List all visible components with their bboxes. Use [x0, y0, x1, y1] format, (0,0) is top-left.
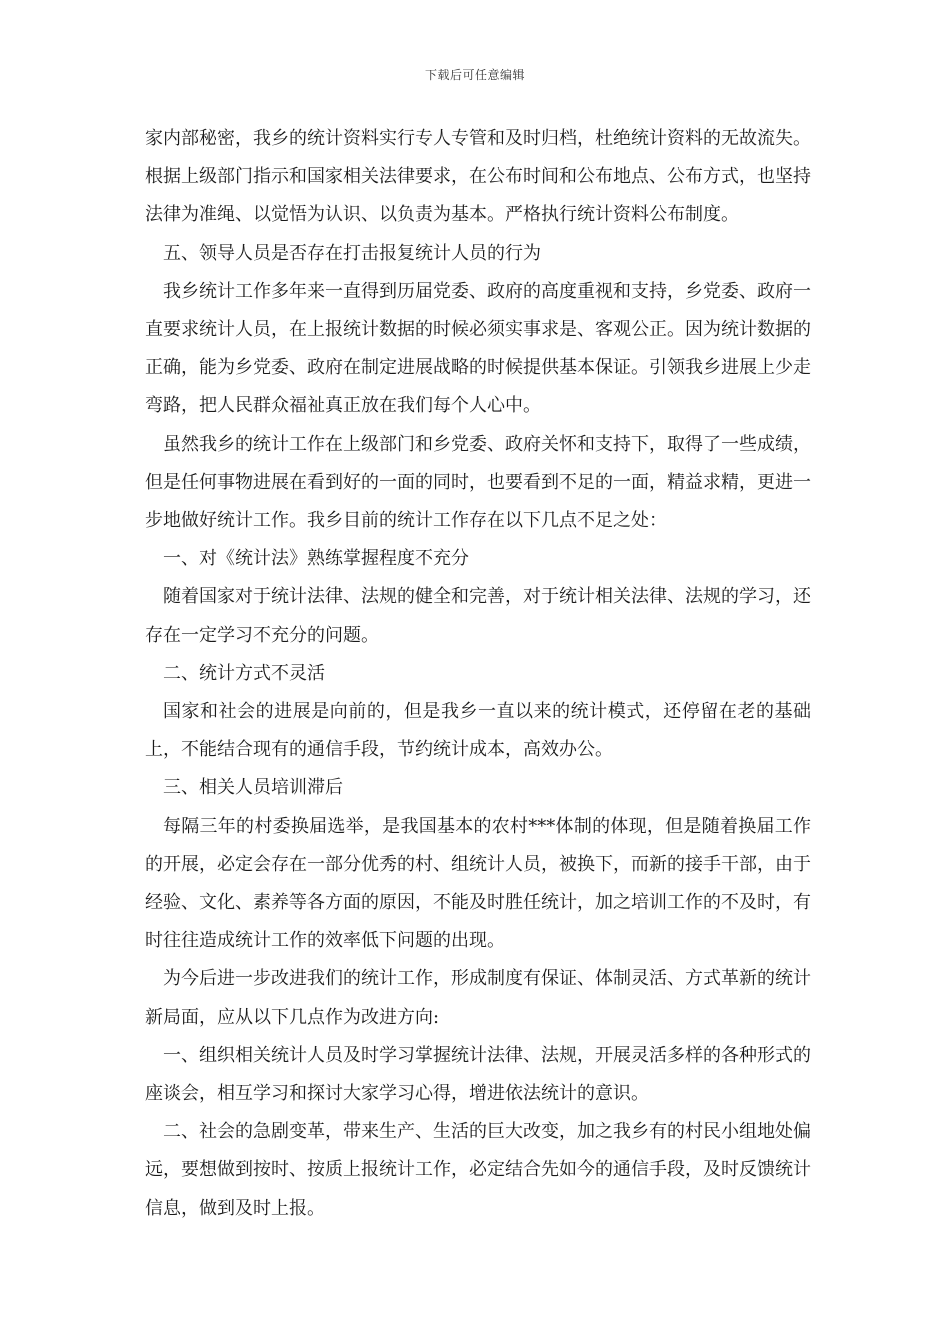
paragraph-6: 每隔三年的村委换届选举，是我国基本的农村***体制的体现，但是随着换届工作的开展，必定会存在一部分优秀的村、组统计人员，被换下，而新的接手干部，由于经验、文化、素养等各方面的原因，不能及时胜任统计，加之培训工作的不及时，有时往往造成统计工作的效率低下问题的出现。 [145, 815, 811, 952]
shortcoming-heading-2: 二、统计方式不灵活 [163, 662, 325, 684]
paragraph-7: 为今后进一步改进我们的统计工作，形成制度有保证、体制灵活、方式革新的统计新局面，应从以下几点作为改进方向: [145, 968, 811, 1028]
document-body [145, 120, 811, 1228]
paragraph-3: 虽然我乡的统计工作在上级部门和乡党委、政府关怀和支持下，取得了一些成绩，但是任何事物进展在看到好的一面的同时，也要看到不足的一面，精益求精，更进一步地做好统计工作。我乡目前的统计工作存在以下几点不足之处： [145, 433, 811, 532]
paragraph-4: 随着国家对于统计法律、法规的健全和完善，对于统计相关法律、法规的学习，还存在一定学习不充分的问题。 [145, 586, 811, 646]
page-header-note: 下载后可任意编辑 [424, 68, 525, 82]
paragraph-2: 我乡统计工作多年来一直得到历届党委、政府的高度重视和支持，乡党委、政府一直要求统计人员，在上报统计数据的时候必须实事求是、客观公正。因为统计数据的正确，能为乡党委、政府在制定进展战略的时候提供基本保证。引领我乡进展上少走弯路，把人民群众福祉真正放在我们每个人心中。 [145, 280, 811, 417]
improvement-item-1: 一、组织相关统计人员及时学习掌握统计法律、法规，开展灵活多样的各种形式的座谈会，相互学习和探讨大家学习心得，增进依法统计的意识。 [145, 1044, 811, 1105]
improvement-item-2: 二、社会的急剧变革，带来生产、生活的巨大改变，加之我乡有的村民小组地处偏远，要想做到按时、按质上报统计工作，必定结合先如今的通信手段，及时反馈统计信息，做到及时上报。 [145, 1121, 811, 1219]
shortcoming-heading-1: 一、对《统计法》熟练掌握程度不充分 [163, 548, 469, 570]
shortcoming-heading-3: 三、相关人员培训滞后 [163, 777, 343, 799]
paragraph-1: 家内部秘密，我乡的统计资料实行专人专管和及时归档，杜绝统计资料的无故流失。根据上级部门指示和国家相关法律要求，在公布时间和公布地点、公布方式，也坚持法律为准绳、以觉悟为认识、以负责为基本。严格执行统计资料公布制度。 [145, 128, 811, 226]
paragraph-5: 国家和社会的进展是向前的，但是我乡一直以来的统计模式，还停留在老的基础上，不能结合现有的通信手段，节约统计成本，高效办公。 [145, 701, 811, 761]
section-heading-5: 五、领导人员是否存在打击报复统计人员的行为 [163, 242, 541, 264]
